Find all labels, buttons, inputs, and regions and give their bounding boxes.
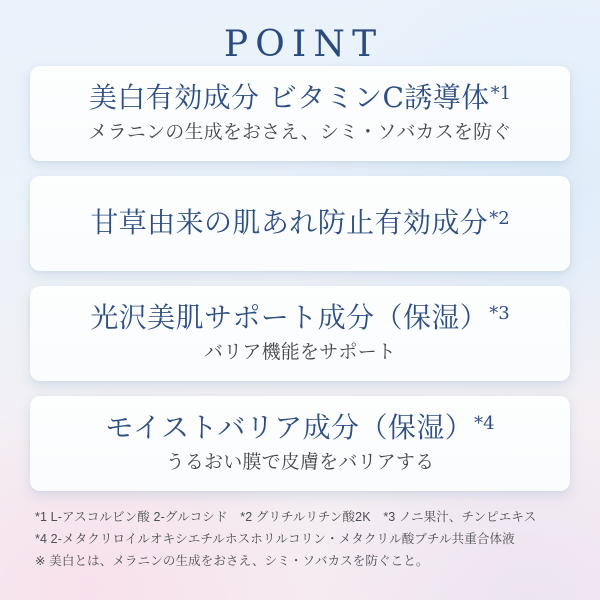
card-title-text: 光沢美肌サポート成分（保湿）: [90, 300, 489, 334]
footnote-mark: *3: [489, 302, 510, 324]
card-title: [88, 80, 512, 114]
card-title-text: 甘草由来の肌あれ防止有効成分: [90, 206, 489, 240]
point-card-licorice: [30, 176, 570, 271]
footnote-mark: *1: [490, 82, 512, 104]
footnote-line-1: *1 L-アスコルビン酸 2-グルコシド *2 グリチルリチン酸2K *3 ノニ果汁、チンピエキス: [35, 510, 537, 524]
card-subtitle: うるおい膜で皮膚をバリアする: [165, 452, 435, 474]
footnote-line-3: ※ 美白とは、メラニンの生成をおさえ、シミ・ソバカスを防ぐこと。: [35, 554, 429, 568]
footnote-mark: *4: [474, 412, 495, 434]
card-title: [90, 300, 510, 334]
point-card-list: [0, 66, 600, 491]
point-card-moist-barrier: [30, 396, 570, 491]
card-title: [105, 410, 495, 444]
card-title-text: 美白有効成分 ビタミンC誘導体: [88, 80, 490, 114]
footnote-line-2: *4 2-メタクリロイルオキシエチルホスホリルコリン・メタクリル酸ブチル共重合体液: [35, 532, 515, 546]
page-title: POINT: [223, 24, 384, 65]
card-title-text: モイストバリア成分（保湿）: [105, 410, 474, 444]
footnote-mark: *2: [489, 208, 510, 229]
footnotes: [35, 506, 570, 572]
card-subtitle: メラニンの生成をおさえ、シミ・ソバカスを防ぐ: [88, 122, 512, 144]
card-subtitle: バリア機能をサポート: [204, 342, 396, 364]
point-card-whitening: [30, 66, 570, 161]
point-card-glossy-skin: [30, 286, 570, 381]
card-title: [90, 208, 509, 239]
